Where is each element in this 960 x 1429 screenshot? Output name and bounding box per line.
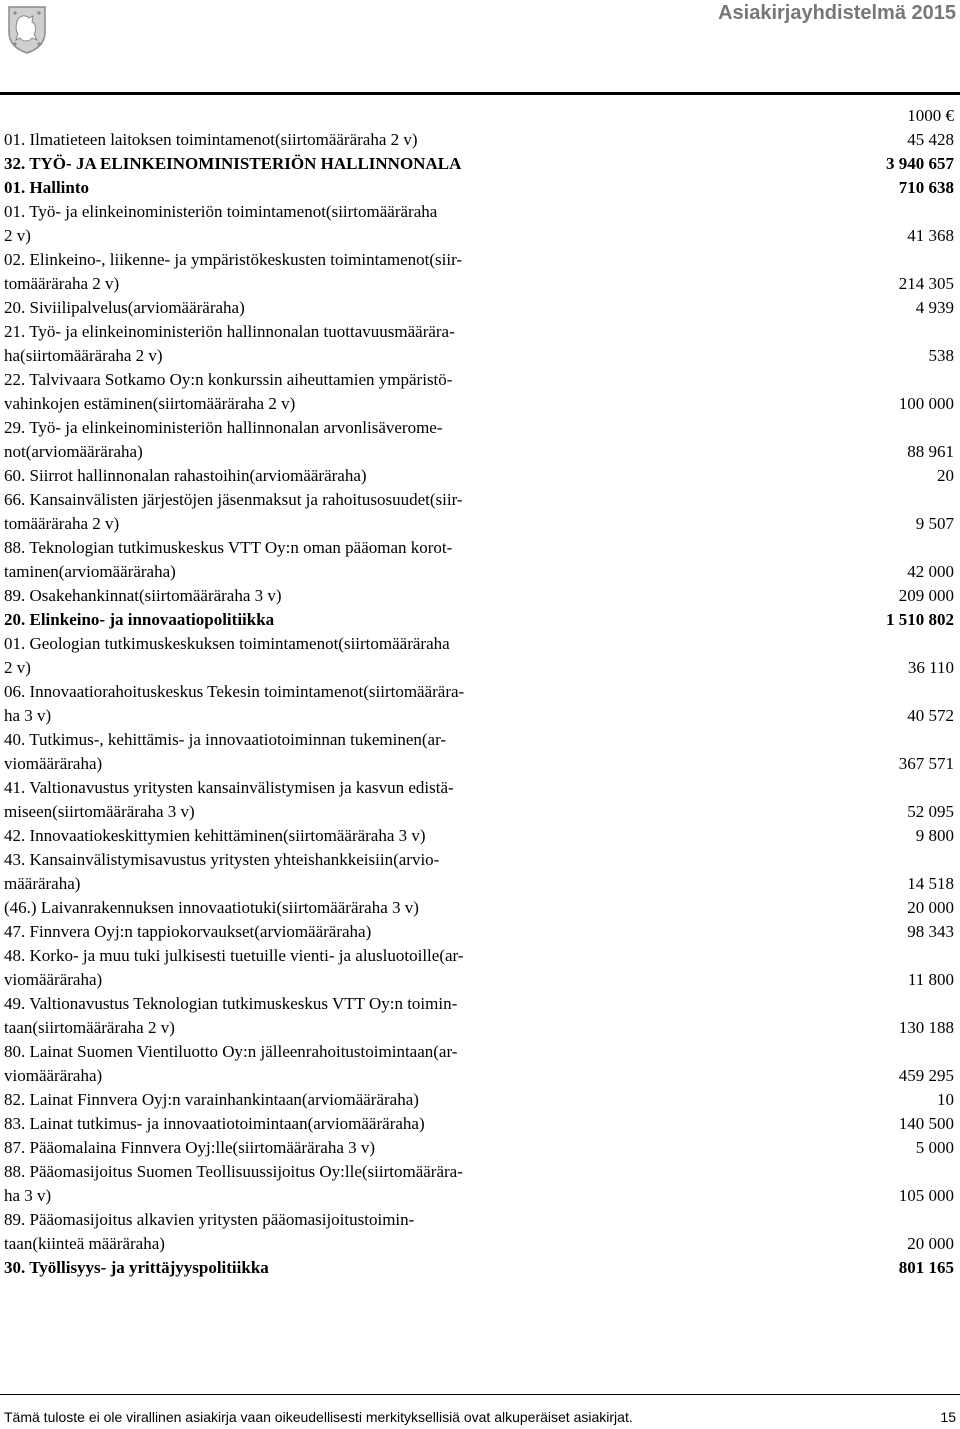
row-amount: 20	[937, 466, 954, 485]
table-row	[0, 1112, 960, 1136]
row-label	[0, 728, 509, 776]
row-label-line: 41. Valtionavustus yritysten kansainvälistymisen ja kasvun edistä-	[4, 778, 454, 797]
row-label	[0, 848, 509, 896]
table-row	[0, 920, 960, 944]
page-header	[0, 0, 960, 95]
table-row	[0, 1088, 960, 1112]
row-label-line: 48. Korko- ja muu tuki julkisesti tuetuille vienti- ja alusluotoille(ar-	[4, 946, 464, 965]
table-row	[0, 992, 960, 1040]
row-label	[0, 368, 509, 416]
page-footer	[4, 1408, 956, 1426]
row-label	[0, 200, 509, 248]
row-label-line: 29. Työ- ja elinkeinoministeriön hallinnonalan arvonlisäverome-	[4, 418, 443, 437]
table-row	[0, 488, 960, 536]
table-row	[0, 416, 960, 464]
row-label-line: 2 v)	[4, 658, 31, 677]
row-label: 32. TYÖ- JA ELINKEINOMINISTERIÖN HALLINNONALA	[4, 154, 462, 173]
row-amount: 20 000	[907, 898, 954, 917]
table-row	[0, 944, 960, 992]
row-amount: 11 800	[907, 970, 954, 989]
row-label-line: 88. Pääomasijoitus Suomen Teollisuussijoitus Oy:lle(siirtomäärära-	[4, 1162, 463, 1181]
row-label-line: viomääräraha)	[4, 1066, 103, 1085]
row-amount: 10	[937, 1090, 954, 1109]
row-label: 60. Siirrot hallinnonalan rahastoihin(arviomääräraha)	[4, 466, 367, 485]
table-row	[0, 464, 960, 488]
row-label: 30. Työllisyys- ja yrittäjyyspolitiikka	[4, 1258, 269, 1277]
row-amount: 42 000	[907, 562, 954, 581]
row-label: 89. Osakehankinnat(siirtomääräraha 3 v)	[4, 586, 282, 605]
row-label: 01. Ilmatieteen laitoksen toimintamenot(siirtomääräraha 2 v)	[4, 130, 418, 149]
row-amount: 14 518	[907, 874, 954, 893]
table-row	[0, 200, 960, 248]
row-label	[0, 680, 509, 728]
row-label: (46.) Laivanrakennuksen innovaatiotuki(siirtomääräraha 3 v)	[4, 898, 419, 917]
row-label: 20. Siviilipalvelus(arviomääräraha)	[4, 298, 245, 317]
table-row	[0, 1040, 960, 1088]
row-label-line: 40. Tutkimus-, kehittämis- ja innovaatiotoiminnan tukeminen(ar-	[4, 730, 447, 749]
row-label: 82. Lainat Finnvera Oyj:n varainhankintaan(arviomääräraha)	[4, 1090, 419, 1109]
row-label: 47. Finnvera Oyj:n tappiokorvaukset(arviomääräraha)	[4, 922, 372, 941]
row-amount: 801 165	[898, 1258, 954, 1277]
row-label-line: taan(kiinteä määräraha)	[4, 1234, 165, 1253]
row-amount: 214 305	[898, 274, 954, 293]
row-label-line: taan(siirtomääräraha 2 v)	[4, 1018, 175, 1037]
row-label-line: 22. Talvivaara Sotkamo Oy:n konkurssin aiheuttamien ympäristö-	[4, 370, 453, 389]
row-amount: 45 428	[907, 130, 954, 149]
row-amount: 3 940 657	[886, 154, 954, 173]
table-row	[0, 776, 960, 824]
row-label	[0, 776, 509, 824]
row-amount: 538	[928, 346, 954, 365]
table-row	[0, 1208, 960, 1256]
row-amount: 459 295	[898, 1066, 954, 1085]
table-row	[0, 368, 960, 416]
table-row	[0, 728, 960, 776]
row-amount: 209 000	[898, 586, 954, 605]
row-amount: 52 095	[907, 802, 954, 821]
row-label-line: 2 v)	[4, 226, 31, 245]
row-label-line: 43. Kansainvälistymisavustus yritysten yhteishankkeisiin(arvio-	[4, 850, 440, 869]
table-row	[0, 128, 960, 152]
row-label: 01. Hallinto	[4, 178, 90, 197]
row-label	[0, 248, 509, 296]
table-row	[0, 1160, 960, 1208]
table-row	[0, 152, 960, 176]
table-row	[0, 176, 960, 200]
row-label	[0, 632, 509, 680]
row-label-line: 01. Työ- ja elinkeinoministeriön toimintamenot(siirtomääräraha	[4, 202, 438, 221]
row-label	[0, 1160, 509, 1208]
row-label-line: ha 3 v)	[4, 706, 52, 725]
row-label	[0, 536, 509, 584]
row-label-line: miseen(siirtomääräraha 3 v)	[4, 802, 195, 821]
row-label-line: 49. Valtionavustus Teknologian tutkimuskeskus VTT Oy:n toimin-	[4, 994, 458, 1013]
row-amount: 20 000	[907, 1234, 954, 1253]
row-label	[0, 1040, 509, 1088]
budget-table	[0, 128, 960, 1280]
row-label-line: 06. Innovaatiorahoituskeskus Tekesin toimintamenot(siirtomäärära-	[4, 682, 465, 701]
table-row	[0, 320, 960, 368]
row-label-line: tomääräraha 2 v)	[4, 514, 120, 533]
table-row	[0, 584, 960, 608]
table-row	[0, 896, 960, 920]
row-label-line: 89. Pääomasijoitus alkavien yritysten pääomasijoitustoimin-	[4, 1210, 415, 1229]
row-amount: 130 188	[898, 1018, 954, 1037]
row-label-line: 66. Kansainvälisten järjestöjen jäsenmaksut ja rahoitusosuudet(siir-	[4, 490, 463, 509]
row-amount: 710 638	[898, 178, 954, 197]
row-label: 20. Elinkeino- ja innovaatiopolitiikka	[4, 610, 275, 629]
row-amount: 100 000	[898, 394, 954, 413]
table-row	[0, 1256, 960, 1280]
row-label-line: 02. Elinkeino-, liikenne- ja ympäristökeskusten toimintamenot(siir-	[4, 250, 463, 269]
table-row	[0, 680, 960, 728]
footer-divider	[0, 1394, 960, 1395]
row-label-line: 88. Teknologian tutkimuskeskus VTT Oy:n oman pääoman korot-	[4, 538, 453, 557]
row-amount: 36 110	[907, 658, 954, 677]
table-row	[0, 608, 960, 632]
table-row	[0, 824, 960, 848]
row-amount: 140 500	[898, 1114, 954, 1133]
footer-note: Tämä tuloste ei ole virallinen asiakirja vaan oikeudellisesti merkityksellisiä ovat alkuperäiset asiakirjat.	[4, 1409, 633, 1425]
row-amount: 5 000	[915, 1138, 954, 1157]
row-amount: 9 507	[915, 514, 954, 533]
row-amount: 105 000	[898, 1186, 954, 1205]
row-label-line: ha(siirtomääräraha 2 v)	[4, 346, 163, 365]
row-label-line: 01. Geologian tutkimuskeskuksen toimintamenot(siirtomääräraha	[4, 634, 450, 653]
row-label	[0, 992, 509, 1040]
coat-of-arms-logo	[6, 4, 48, 54]
row-label-line: tomääräraha 2 v)	[4, 274, 120, 293]
row-label-line: taminen(arviomääräraha)	[4, 562, 176, 581]
unit-label: 1000 €	[907, 106, 954, 125]
table-row	[0, 536, 960, 584]
row-label-line: ha 3 v)	[4, 1186, 52, 1205]
row-amount: 4 939	[915, 298, 954, 317]
row-label-line: viomääräraha)	[4, 754, 103, 773]
table-row	[0, 848, 960, 896]
row-label	[0, 1208, 509, 1256]
row-label: 42. Innovaatiokeskittymien kehittäminen(siirtomääräraha 3 v)	[4, 826, 426, 845]
table-row	[0, 1136, 960, 1160]
row-label-line: vahinkojen estäminen(siirtomääräraha 2 v)	[4, 394, 296, 413]
row-label-line: viomääräraha)	[4, 970, 103, 989]
row-label: 87. Pääomalaina Finnvera Oyj:lle(siirtomääräraha 3 v)	[4, 1138, 376, 1157]
row-amount: 88 961	[907, 442, 954, 461]
page-number: 15	[940, 1409, 956, 1425]
row-amount: 367 571	[898, 754, 954, 773]
table-row	[0, 248, 960, 296]
row-label-line: määräraha)	[4, 874, 81, 893]
row-label	[0, 944, 509, 992]
row-label-line: 80. Lainat Suomen Vientiluotto Oy:n jälleenrahoitustoimintaan(ar-	[4, 1042, 458, 1061]
row-label-line: 21. Työ- ja elinkeinoministeriön hallinnonalan tuottavuusmäärära-	[4, 322, 455, 341]
row-amount: 98 343	[907, 922, 954, 941]
row-label	[0, 488, 509, 536]
row-amount: 9 800	[915, 826, 954, 845]
row-label-line: not(arviomääräraha)	[4, 442, 143, 461]
row-label	[0, 416, 509, 464]
row-label	[0, 320, 509, 368]
row-label: 83. Lainat tutkimus- ja innovaatiotoimintaan(arviomääräraha)	[4, 1114, 425, 1133]
row-amount: 1 510 802	[886, 610, 954, 629]
document-title: Asiakirjayhdistelmä 2015	[718, 2, 956, 24]
header-divider	[0, 92, 960, 95]
row-amount: 41 368	[907, 226, 954, 245]
row-amount: 40 572	[907, 706, 954, 725]
table-row	[0, 296, 960, 320]
table-row	[0, 632, 960, 680]
